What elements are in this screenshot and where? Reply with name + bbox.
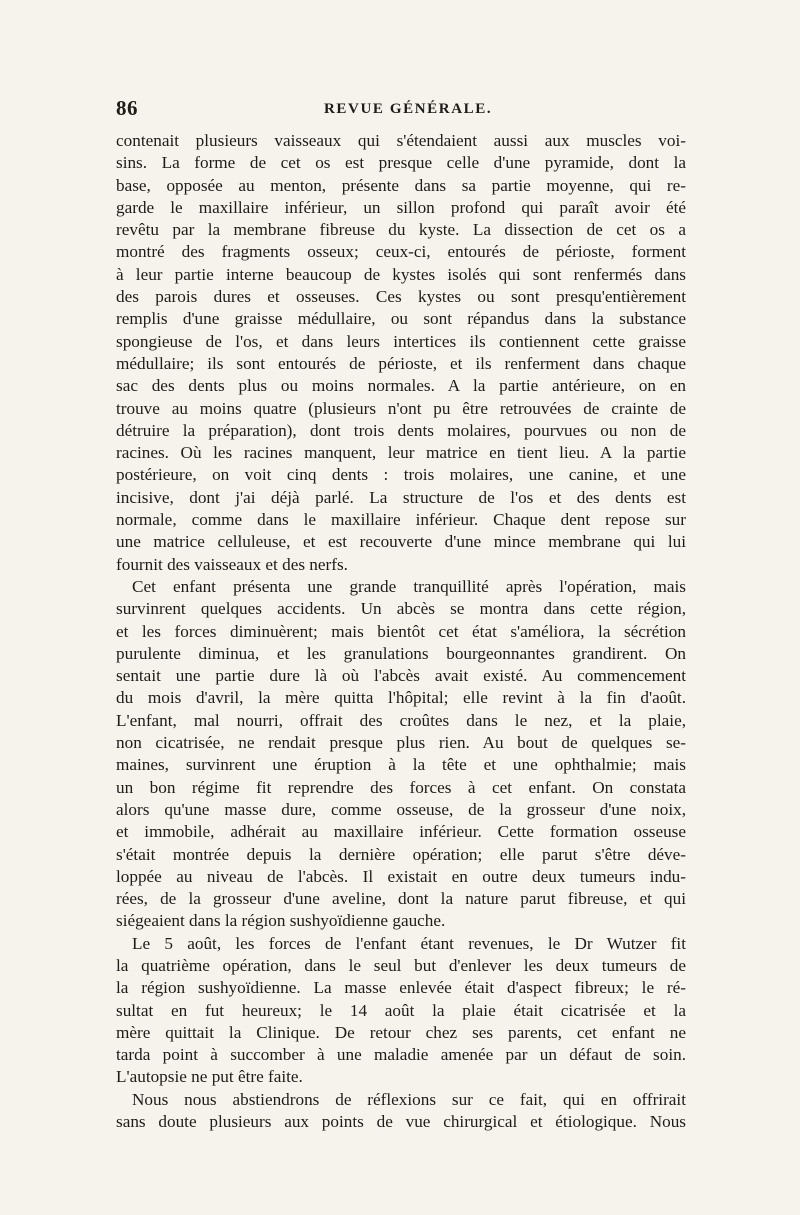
text-line: s'était montrée depuis la dernière opération; elle parut s'être déve- bbox=[116, 844, 686, 864]
text-line: non cicatrisée, ne rendait presque plus rien. Au bout de quelques se- bbox=[116, 733, 686, 753]
running-head: REVUE GÉNÉRALE. bbox=[324, 101, 493, 117]
text-line: survinrent quelques accidents. Un abcès se montra dans cette région, bbox=[116, 599, 686, 619]
page-number: 86 bbox=[116, 96, 138, 120]
text-line: sac des dents plus ou moins normales. A la partie antérieure, on en bbox=[116, 376, 686, 396]
body-text bbox=[116, 130, 686, 1133]
text-line: contenait plusieurs vaisseaux qui s'étendaient aussi aux muscles voi- bbox=[116, 131, 686, 150]
text-line: revêtu par la membrane fibreuse du kyste. La dissection de cet os a bbox=[116, 220, 686, 240]
text-line: un bon régime fit reprendre des forces à cet enfant. On constata bbox=[116, 777, 686, 797]
text-line: siégeaient dans la région sushyoïdienne gauche. bbox=[116, 911, 446, 931]
text-line: fournit des vaisseaux et des nerfs. bbox=[116, 554, 348, 574]
text-line: sultat en fut heureux; le 14 août la plaie était cicatrisée et la bbox=[116, 1000, 686, 1020]
text-line: postérieure, on voit cinq dents : trois molaires, une canine, et une bbox=[116, 465, 686, 485]
text-line: médullaire; ils sont entourés de périoste, et ils renferment dans chaque bbox=[116, 353, 686, 373]
text-line: Le 5 août, les forces de l'enfant étant revenues, le Dr Wutzer fit bbox=[132, 933, 686, 953]
text-line: montré des fragments osseux; ceux-ci, entourés de périoste, forment bbox=[116, 242, 686, 262]
text-line: base, opposée au menton, présente dans sa partie moyenne, qui re- bbox=[116, 175, 686, 195]
text-line: rées, de la grosseur d'une aveline, dont la nature parut fibreuse, et qui bbox=[116, 889, 686, 909]
text-line: à leur partie interne beaucoup de kystes isolés qui sont renfermés dans bbox=[116, 264, 686, 284]
text-line: du mois d'avril, la mère quitta l'hôpital; elle revint à la fin d'août. bbox=[116, 688, 686, 708]
text-line: loppée au niveau de l'abcès. Il existait en outre deux tumeurs indu- bbox=[116, 866, 686, 886]
text-line: racines. Où les racines manquent, leur matrice en tient lieu. A la partie bbox=[116, 443, 686, 463]
text-line: sins. La forme de cet os est presque celle d'une pyramide, dont la bbox=[116, 153, 686, 173]
text-line: une matrice celluleuse, et est recouverte d'une mince membrane qui lui bbox=[116, 532, 686, 552]
text-line: normale, comme dans le maxillaire inférieur. Chaque dent repose sur bbox=[116, 510, 686, 530]
text-line: trouve au moins quatre (plusieurs n'ont pu être retrouvées de crainte de bbox=[116, 398, 686, 418]
text-line: L'enfant, mal nourri, offrait des croûtes dans le nez, et la plaie, bbox=[116, 710, 686, 730]
text-line: tarda point à succomber à une maladie amenée par un défaut de soin. bbox=[116, 1045, 686, 1065]
text-line: mère quittait la Clinique. De retour chez ses parents, cet enfant ne bbox=[116, 1022, 686, 1042]
text-line: Cet enfant présenta une grande tranquillité après l'opération, mais bbox=[132, 576, 686, 596]
text-line: alors qu'une masse dure, comme osseuse, de la grosseur d'une noix, bbox=[116, 799, 686, 819]
text-line: garde le maxillaire inférieur, un sillon profond qui paraît avoir été bbox=[116, 197, 686, 217]
text-line: L'autopsie ne put être faite. bbox=[116, 1067, 303, 1087]
text-line: purulente diminua, et les granulations bourgeonnantes grandirent. On bbox=[116, 643, 686, 663]
text-line: la quatrième opération, dans le seul but d'enlever les deux tumeurs de bbox=[116, 955, 686, 975]
text-line: remplis d'une graisse médullaire, ou sont répandus dans la substance bbox=[116, 309, 686, 329]
text-line: sentait une partie dure là où l'abcès avait existé. Au commencement bbox=[116, 666, 686, 686]
text-line: maines, survinrent une éruption à la tête et une ophthalmie; mais bbox=[116, 755, 686, 775]
text-line: sans doute plusieurs aux points de vue chirurgical et étiologique. Nous bbox=[116, 1112, 686, 1132]
text-line: détruire la préparation), dont trois dents molaires, pourvues ou non de bbox=[116, 420, 686, 440]
text-line: la région sushyoïdienne. La masse enlevée était d'aspect fibreux; le ré- bbox=[116, 978, 686, 998]
text-line: Nous nous abstiendrons de réflexions sur ce fait, qui en offrirait bbox=[132, 1089, 686, 1109]
text-line: incisive, dont j'ai déjà parlé. La structure de l'os et des dents est bbox=[116, 487, 686, 507]
text-line: et immobile, adhérait au maxillaire inférieur. Cette formation osseuse bbox=[116, 822, 686, 842]
text-line: et les forces diminuèrent; mais bientôt cet état s'améliora, la sécrétion bbox=[116, 621, 686, 641]
text-line: des parois dures et osseuses. Ces kystes ou sont presqu'entièrement bbox=[116, 287, 686, 307]
text-line: spongieuse de l'os, et dans leurs intertices ils contiennent cette graisse bbox=[116, 331, 686, 351]
page-header bbox=[116, 96, 686, 126]
